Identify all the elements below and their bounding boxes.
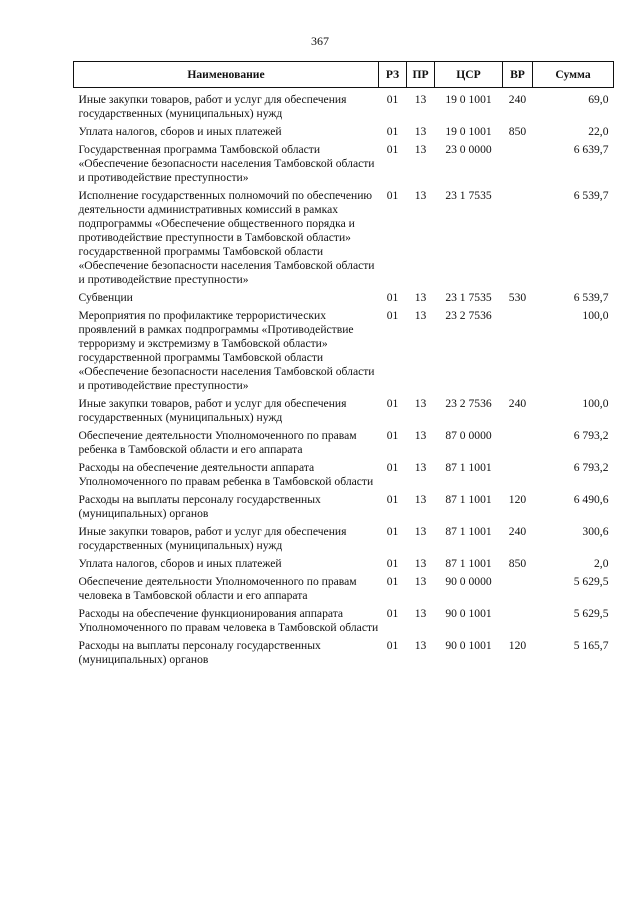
table-row	[74, 607, 614, 639]
row-name: Субвенции	[78, 291, 133, 304]
table-row	[74, 309, 614, 397]
table-row	[74, 575, 614, 607]
row-pr: 13	[414, 575, 427, 588]
row-csr: 87 0 0000	[445, 429, 492, 442]
row-vr	[503, 429, 533, 461]
row-csr: 87 1 1001	[445, 557, 492, 570]
header-name: Наименование	[74, 62, 379, 88]
row-sum: 6 639,7	[573, 143, 609, 156]
row-rz: 01	[386, 493, 399, 506]
row-sum: 5 629,5	[573, 575, 609, 588]
table-body	[74, 88, 614, 672]
row-csr: 23 0 0000	[445, 143, 492, 156]
row-pr: 13	[414, 125, 427, 138]
row-sum: 6 793,2	[573, 461, 609, 474]
row-sum: 5 629,5	[573, 607, 609, 620]
table-row	[74, 429, 614, 461]
row-rz: 01	[386, 397, 399, 410]
header-rz: РЗ	[379, 62, 407, 88]
row-rz: 01	[386, 189, 399, 202]
row-rz: 01	[386, 125, 399, 138]
budget-table	[73, 61, 614, 671]
row-rz: 01	[386, 575, 399, 588]
table-row	[74, 639, 614, 671]
row-sum: 69,0	[588, 93, 609, 106]
row-rz: 01	[386, 309, 399, 322]
row-vr	[503, 607, 533, 639]
row-pr: 13	[414, 493, 427, 506]
row-name: Обеспечение деятельности Уполномоченного по правам человека в Тамбовской области и его аппарата	[78, 575, 357, 602]
row-rz: 01	[386, 93, 399, 106]
table-row	[74, 557, 614, 575]
row-csr: 87 1 1001	[445, 461, 492, 474]
header-pr: ПР	[407, 62, 435, 88]
row-vr: 240	[508, 397, 527, 410]
row-name: Уплата налогов, сборов и иных платежей	[78, 125, 282, 138]
row-name: Расходы на обеспечение деятельности аппарата Уполномоченного по правам ребенка в Тамбовской области	[78, 461, 374, 488]
row-sum: 22,0	[588, 125, 609, 138]
row-csr: 90 0 1001	[445, 607, 492, 620]
row-pr: 13	[414, 397, 427, 410]
row-pr: 13	[414, 607, 427, 620]
row-vr	[503, 143, 533, 189]
row-csr: 19 0 1001	[445, 93, 492, 106]
table-row	[74, 143, 614, 189]
header-row	[74, 62, 614, 88]
table-row	[74, 291, 614, 309]
row-csr: 23 1 7535	[445, 291, 492, 304]
row-rz: 01	[386, 291, 399, 304]
row-name: Мероприятия по профилактике террористических проявлений в рамках подпрограммы «Противодействие терроризму и экстремизму в Тамбовской области» государственной программы Тамбовской области «Обеспечение безопасности населения Тамбовской области и противодействие преступности»	[78, 309, 375, 392]
row-sum: 5 165,7	[573, 639, 609, 652]
table-row	[74, 525, 614, 557]
row-vr	[503, 461, 533, 493]
row-sum: 6 539,7	[573, 291, 609, 304]
row-vr: 530	[508, 291, 527, 304]
row-name: Иные закупки товаров, работ и услуг для обеспечения государственных (муниципальных) нужд	[78, 525, 347, 552]
table-row	[74, 88, 614, 126]
row-vr: 850	[508, 125, 527, 138]
row-name: Обеспечение деятельности Уполномоченного по правам ребенка в Тамбовской области и его аппарата	[78, 429, 357, 456]
row-pr: 13	[414, 429, 427, 442]
row-pr: 13	[414, 639, 427, 652]
row-sum: 6 793,2	[573, 429, 609, 442]
row-rz: 01	[386, 461, 399, 474]
row-name: Расходы на выплаты персоналу государственных (муниципальных) органов	[78, 639, 321, 666]
row-csr: 23 2 7536	[445, 397, 492, 410]
table-row	[74, 125, 614, 143]
row-sum: 100,0	[582, 309, 609, 322]
row-name: Уплата налогов, сборов и иных платежей	[78, 557, 282, 570]
row-name: Иные закупки товаров, работ и услуг для обеспечения государственных (муниципальных) нужд	[78, 397, 347, 424]
row-rz: 01	[386, 143, 399, 156]
header-vr: ВР	[503, 62, 533, 88]
row-pr: 13	[414, 461, 427, 474]
row-name: Иные закупки товаров, работ и услуг для обеспечения государственных (муниципальных) нужд	[78, 93, 347, 120]
row-pr: 13	[414, 93, 427, 106]
table-row	[74, 189, 614, 291]
page-number: 367	[311, 34, 329, 48]
row-vr: 240	[508, 93, 527, 106]
row-vr	[503, 309, 533, 397]
row-pr: 13	[414, 525, 427, 538]
row-vr: 850	[508, 557, 527, 570]
table-row	[74, 397, 614, 429]
row-csr: 23 2 7536	[445, 309, 492, 322]
row-csr: 90 0 0000	[445, 575, 492, 588]
row-pr: 13	[414, 309, 427, 322]
row-rz: 01	[386, 639, 399, 652]
row-csr: 19 0 1001	[445, 125, 492, 138]
row-rz: 01	[386, 525, 399, 538]
row-vr	[503, 575, 533, 607]
row-pr: 13	[414, 189, 427, 202]
table-header	[74, 62, 614, 88]
row-name: Исполнение государственных полномочий по обеспечению деятельности административных комиссий в рамках подпрограммы «Обеспечение общественного порядка и противодействие преступности в Тамбовской области» государственной программы Тамбовской области «Обеспечение безопасности населения Тамбовской области и противодействие преступности»	[78, 189, 375, 286]
row-vr: 120	[508, 639, 527, 652]
row-vr: 120	[508, 493, 527, 506]
row-csr: 87 1 1001	[445, 525, 492, 538]
row-name: Расходы на выплаты персоналу государственных (муниципальных) органов	[78, 493, 321, 520]
row-sum: 6 539,7	[573, 189, 609, 202]
row-pr: 13	[414, 143, 427, 156]
header-csr: ЦСР	[435, 62, 503, 88]
row-pr: 13	[414, 291, 427, 304]
row-vr	[503, 189, 533, 291]
row-rz: 01	[386, 557, 399, 570]
row-csr: 23 1 7535	[445, 189, 492, 202]
header-sum: Сумма	[533, 62, 614, 88]
row-rz: 01	[386, 607, 399, 620]
table-row	[74, 493, 614, 525]
row-name: Расходы на обеспечение функционирования аппарата Уполномоченного по правам человека в Тамбовской области	[78, 607, 379, 634]
row-vr: 240	[508, 525, 527, 538]
row-csr: 87 1 1001	[445, 493, 492, 506]
row-sum: 6 490,6	[573, 493, 609, 506]
row-sum: 2,0	[594, 557, 609, 570]
row-name: Государственная программа Тамбовской области «Обеспечение безопасности населения Тамбовской области и противодействие преступности»	[78, 143, 375, 184]
row-sum: 300,6	[582, 525, 609, 538]
row-rz: 01	[386, 429, 399, 442]
row-csr: 90 0 1001	[445, 639, 492, 652]
row-pr: 13	[414, 557, 427, 570]
table-row	[74, 461, 614, 493]
row-sum: 100,0	[582, 397, 609, 410]
